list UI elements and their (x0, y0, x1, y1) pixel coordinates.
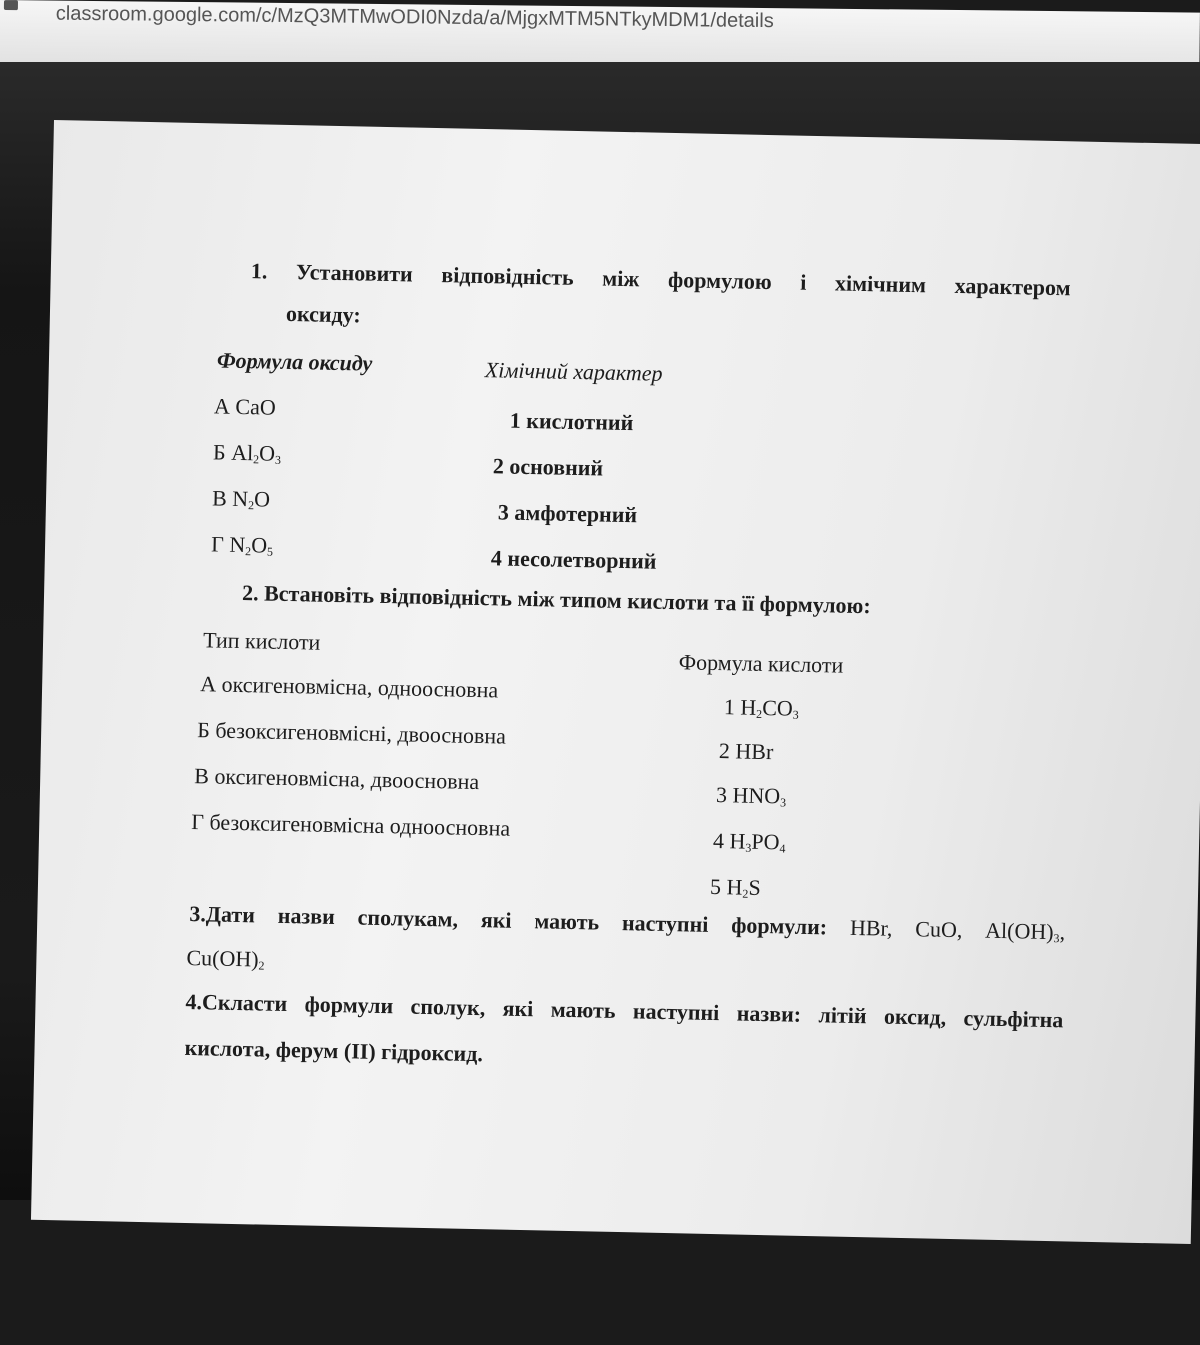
formula-subscript: 3 (745, 840, 752, 855)
task3-word: 3.Дати (189, 901, 256, 928)
oxide-formula-header: Формула оксиду (216, 347, 373, 376)
task4-heading (185, 989, 1063, 1033)
task3-line2 (186, 945, 265, 974)
acid-formula-1 (724, 694, 800, 723)
task2-heading: 2. Встановіть відповідність між типом кислоти та її формулою: (241, 580, 871, 619)
task1-heading (251, 258, 1071, 301)
acid-formula-header: Формула кислоти (678, 649, 844, 678)
task1-word: 1. (250, 258, 268, 284)
option-letter: В (211, 485, 228, 511)
task1-word: формулою (667, 266, 772, 295)
formula-part: Al(OH) (984, 917, 1054, 945)
task3-word: CuO, (915, 916, 963, 943)
task1-word: і (800, 269, 807, 295)
task3-word: сполукам, (357, 904, 459, 932)
formula-number: 2 (718, 738, 731, 764)
formula-part: HBr (735, 738, 774, 765)
option-letter: Г (210, 531, 225, 557)
oxide-option-a (214, 393, 276, 420)
task4-word: сульфітна (963, 1005, 1064, 1033)
formula-part: H (740, 694, 757, 720)
task4-word: оксид, (883, 1003, 947, 1030)
task3-last-formula (985, 918, 1065, 947)
formula-subscript: 3 (274, 452, 282, 467)
acid-type-g: Г безоксигеновмісна одноосновна (191, 809, 511, 841)
task4-word: назви: (736, 1000, 802, 1027)
oxide-option-g (211, 531, 274, 559)
task3-word: формули: (730, 912, 828, 940)
task1-word: між (602, 265, 640, 292)
task4-word: сполук, (410, 993, 486, 1021)
task1-heading-line2: оксиду: (285, 300, 361, 328)
formula-part: , (1059, 919, 1066, 945)
oxide-option-b (213, 439, 282, 467)
option-formula: CaO (235, 393, 277, 420)
formula-part: O (258, 440, 276, 466)
task4-word: формули (304, 991, 394, 1019)
task4-word: 4.Скласти (185, 988, 288, 1017)
formula-part: HNO (732, 782, 781, 809)
formula-subscript: 2 (247, 498, 255, 513)
acid-type-b: Б безоксигеновмісні, двоосновна (197, 717, 507, 749)
formula-part: Al (230, 439, 254, 466)
formula-part: CO (761, 694, 794, 721)
task4-line2: кислота, ферум (II) гідроксид. (184, 1034, 484, 1067)
formula-subscript: 3 (779, 795, 787, 810)
formula-subscript: 2 (742, 886, 749, 901)
acid-type-a: А оксигеновмісна, одноосновна (199, 671, 499, 703)
formula-subscript: 2 (258, 958, 265, 973)
formula-subscript: 3 (1053, 931, 1060, 946)
character-option-1: 1 кислотний (509, 407, 634, 436)
chemical-character-header: Хімічний характер (484, 357, 663, 386)
formula-subscript: 5 (266, 544, 274, 559)
formula-part: O (250, 532, 268, 558)
formula-part: Cu(OH) (186, 944, 259, 972)
formula-number: 4 (712, 827, 725, 854)
task1-word: відповідність (441, 262, 574, 290)
task3-word: наступні (621, 910, 709, 937)
formula-part: H (729, 828, 746, 854)
formula-number: 1 (723, 694, 736, 720)
formula-subscript: 2 (244, 544, 252, 559)
task3-word: які (480, 907, 512, 933)
acid-type-v: В оксигеновмісна, двоосновна (194, 763, 480, 795)
url-text: classroom.google.com/c/MzQ3MTMwODI0Nzda/a/MjgxMTM5NTkyMDM1/details (55, 2, 774, 33)
task4-word: наступні (632, 998, 720, 1026)
character-option-2: 2 основний (492, 453, 604, 481)
option-letter: Б (212, 439, 226, 465)
document-page (31, 120, 1200, 1244)
formula-subscript: 2 (755, 706, 763, 721)
task4-word: літій (818, 1002, 867, 1029)
formula-part: H (726, 874, 743, 900)
task3-word: назви (277, 902, 336, 930)
formula-part: N (232, 485, 249, 512)
character-option-3: 3 амфотерний (497, 499, 638, 528)
formula-subscript: 2 (252, 452, 260, 467)
acid-formula-3 (716, 782, 787, 810)
formula-part: S (748, 874, 761, 900)
character-option-4: 4 несолетворний (490, 545, 657, 574)
acid-formula-5 (710, 874, 761, 902)
option-letter: А (213, 393, 231, 419)
task1-word: Установити (295, 259, 414, 287)
acid-type-header: Тип кислоти (202, 627, 321, 655)
formula-part: O (253, 486, 271, 512)
acid-formula-4 (713, 828, 786, 857)
formula-number: 3 (715, 782, 728, 808)
task1-word: хімічним (834, 270, 927, 298)
task3-heading (189, 901, 1065, 946)
formula-subscript: 4 (779, 841, 786, 856)
task3-word: мають (534, 908, 600, 935)
task4-word: мають (550, 996, 616, 1023)
formula-part: N (229, 531, 246, 558)
lock-icon (4, 0, 18, 10)
formula-subscript: 3 (792, 707, 799, 722)
task3-word: HBr, (849, 914, 893, 941)
task1-word: характером (954, 272, 1071, 301)
formula-part: PO (751, 828, 780, 855)
acid-formula-2 (719, 738, 774, 765)
formula-number: 5 (709, 873, 722, 900)
oxide-option-v (212, 485, 271, 513)
task4-word: які (502, 995, 534, 1022)
